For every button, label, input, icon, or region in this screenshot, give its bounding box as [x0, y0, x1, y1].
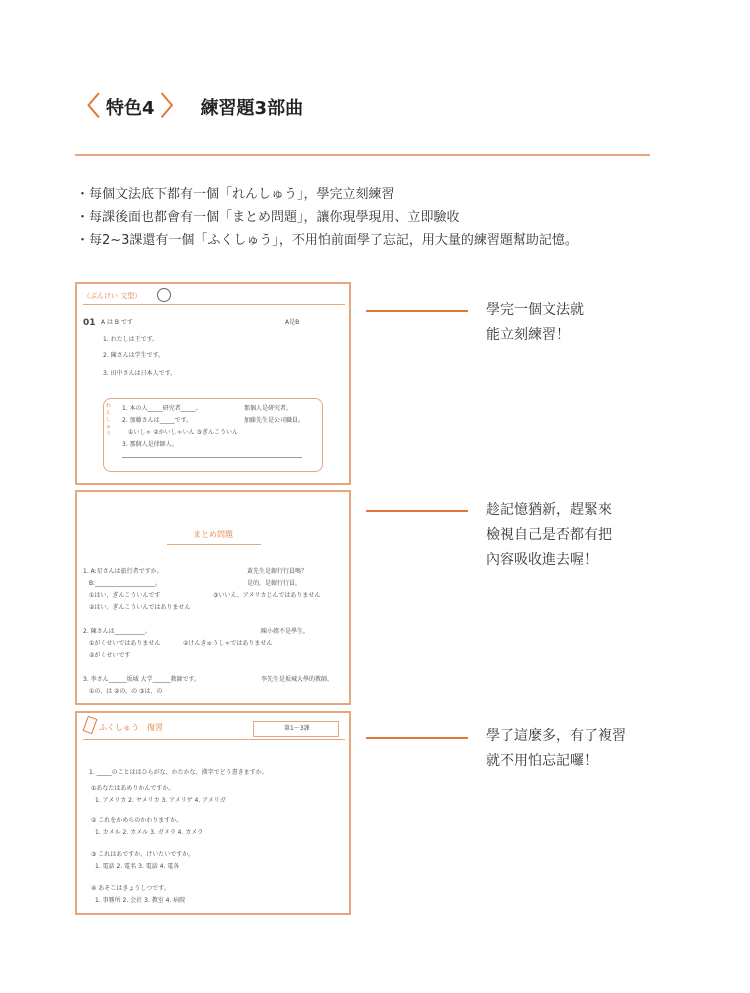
option-text: ②けんきゅうしゃではありません [183, 640, 273, 647]
review-instruction: 1. _____のことははひらがな、かたかな、漢字でどう書きますか。 [89, 769, 268, 776]
quiz-header-label: まとめ問題 [193, 530, 233, 539]
section-title-row [74, 90, 303, 124]
question-text: 2. 陳さんは__________。 [83, 628, 151, 635]
grammar-pattern: A は B です [101, 319, 133, 326]
card-header-label: （ぶんけい 文型） [83, 292, 142, 300]
review-options: 1. 事務所 2. 会社 3. 教室 4. 病院 [95, 897, 186, 904]
option-text: ①の、は ②の、の ③は、の [89, 688, 163, 695]
callout-connector [366, 510, 468, 512]
bullet-item: ・每個文法底下都有一個「れんしゅう」，學完立刻練習 [76, 187, 395, 202]
callout-line: 能立刻練習！ [486, 327, 570, 343]
review-card [75, 711, 351, 915]
question-text: 3. 李さん______坂城 大学______教師です。 [83, 676, 201, 683]
review-options: 1. 電話 2. 電名 3. 電話 4. 電各 [95, 863, 180, 870]
callout-connector [366, 310, 468, 312]
callout-text [486, 298, 584, 348]
callout-line: 就不用怕忘記囉！ [486, 753, 598, 769]
card-header-divider [83, 739, 345, 740]
option-text: ①はい、ぎんこういんです [89, 592, 161, 599]
bullet-list [76, 183, 578, 252]
lesson-range-label: 第1～3課 [284, 725, 310, 732]
example-sentence: 1. わたしは王です。 [103, 336, 159, 343]
left-bracket: 〈 [74, 92, 101, 122]
example-sentence: 2. 陳さんは学生です。 [103, 352, 165, 359]
exercise-translation: 那個人是研究者。 [244, 405, 293, 412]
callout-line: 學完一個文法就 [486, 302, 584, 318]
page-title: 練習題3部曲 [200, 98, 304, 119]
review-question: ② これをかめらのかわりますか。 [91, 817, 183, 824]
review-header-label: ふくしゅう 復習 [99, 723, 163, 732]
face-icon [157, 288, 171, 302]
answer-line [122, 457, 302, 458]
practice-box-label: れんしゅう [106, 403, 112, 437]
callout-line: 學了這麼多，有了複習 [486, 728, 626, 744]
review-question: ④ あそこはきょうしつです。 [91, 885, 170, 892]
feature-tag: 特色4 [106, 98, 155, 119]
exercise-translation: 加藤先生是公司職員。 [244, 417, 305, 424]
practice-box [103, 398, 323, 472]
callout-line: 檢視自己是否都有把 [486, 527, 612, 543]
callout-text [486, 498, 612, 573]
exercise-text: 3. 那個人是律師人。 [122, 441, 178, 448]
option-text: ②がくせいです [89, 652, 131, 659]
option-text: ③いいえ、アメリカじんではありません [213, 592, 321, 599]
answer-translation: 是的，是銀行行員。 [247, 580, 302, 587]
review-options: 1. アメリカ 2. ヤメリカ 3. アメリゲ 4. アメリガ [95, 797, 226, 804]
question-translation: 黃先生是銀行行員嗎？ [247, 568, 308, 575]
grammar-pattern-translation: A是B [285, 319, 300, 326]
review-options: 1. カメル 2. カメル 3. ガメラ 4. カメラ [95, 829, 204, 836]
bullet-item: ・每課後面也都會有一個「まとめ問題」，讓你現學現用、立即驗收 [76, 210, 460, 225]
exercise-text: 1. 本の人_____研究者_____。 [122, 405, 202, 412]
pencil-icon [83, 716, 98, 734]
callout-line: 趁記憶猶新，趕緊來 [486, 502, 612, 518]
exercise-options: ①いしゃ ②かいしゃいん ③ぎんこういん [128, 429, 238, 436]
callout-text [486, 724, 626, 774]
callout-line: 內容吸收進去喔！ [486, 552, 598, 568]
summary-quiz-card [75, 490, 351, 705]
question-text: 1. A:星さんは旅行者ですか。 [83, 568, 163, 575]
quiz-header-box [167, 522, 261, 545]
question-translation: 陳小姐不是學生。 [261, 628, 310, 635]
review-question: ①あなたはあめりかんですか。 [91, 785, 175, 792]
exercise-text: 2. 加藤さんは_____です。 [122, 417, 193, 424]
review-question: ③ これはあですか、けいたいですか。 [91, 851, 195, 858]
question-translation: 李先生是坂城大學的教師。 [261, 676, 334, 683]
lesson-range-box [253, 721, 339, 737]
answer-blank: B:____________________。 [89, 580, 162, 587]
title-divider [75, 154, 650, 156]
example-sentence: 3. 田中さんは日本人です。 [103, 370, 177, 377]
callout-connector [366, 737, 468, 739]
grammar-practice-card [75, 282, 351, 485]
card-header-divider [83, 304, 345, 305]
grammar-number: 01 [83, 318, 96, 328]
bullet-item: ・每2~3課還有一個「ふくしゅう」，不用怕前面學了忘記，用大量的練習題幫助記憶。 [76, 233, 578, 248]
option-text: ①がくせいではありません [89, 640, 161, 647]
right-bracket: 〉 [160, 92, 187, 122]
option-text: ②はい、ぎんこういんではありません [89, 604, 191, 611]
